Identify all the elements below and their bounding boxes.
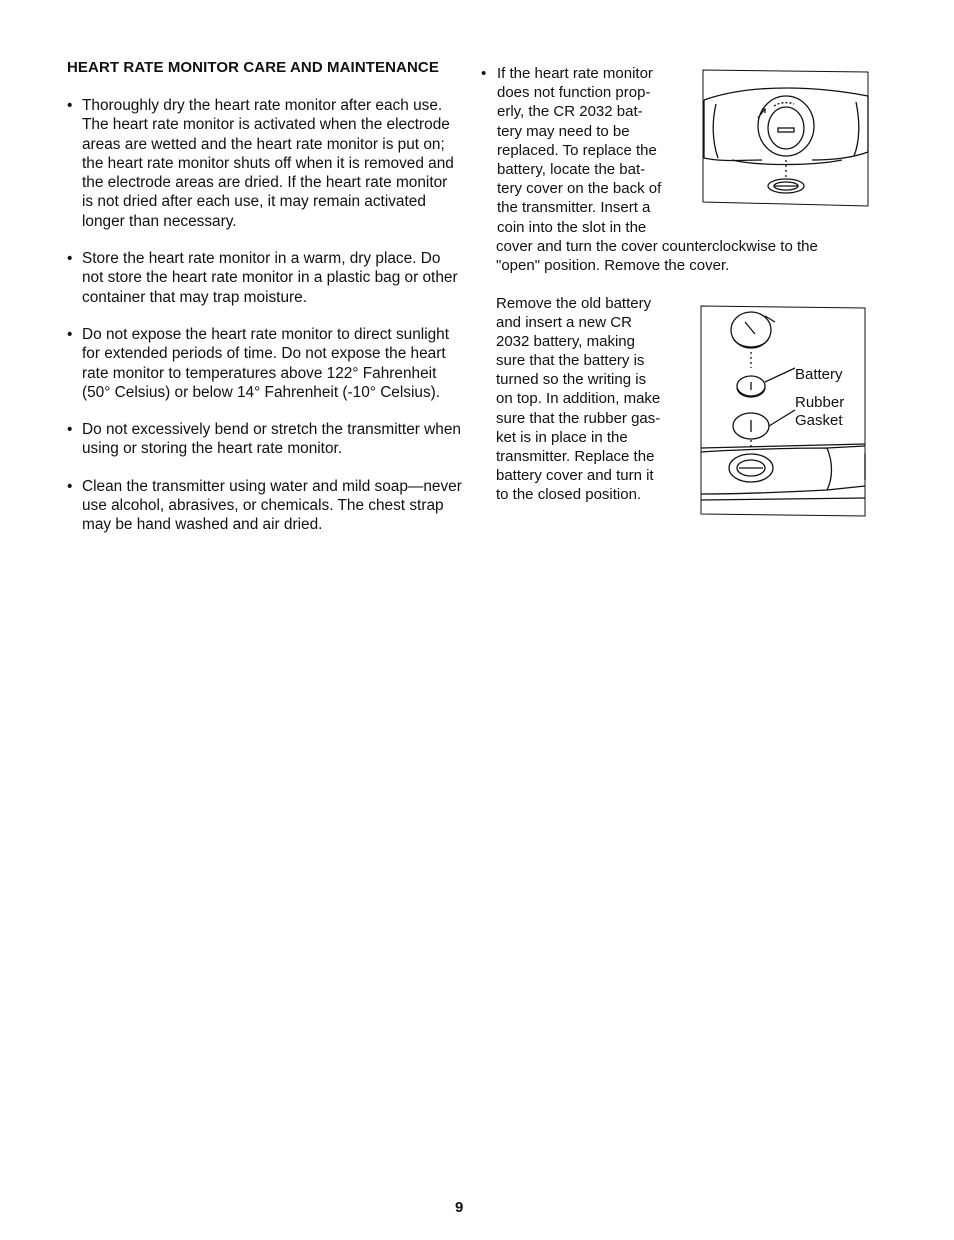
text-line: Remove the old battery [496,295,652,312]
text-line: on top. In addition, make [496,390,661,408]
care-bullet-text: Store the heart rate monitor in a warm, dry place. Do not store the heart rate monitor in a plastic bag or other container that may trap moisture. [82,250,458,306]
bullet-dot: • [67,97,73,114]
section-heading: HEART RATE MONITOR CARE AND MAINTENANCE [67,59,439,76]
care-bullet-item [67,477,462,535]
text-line: tery may need to be [497,122,630,140]
care-bullet-text: Thoroughly dry the heart rate monitor after each use. The heart rate monitor is activated when the electrode areas are wetted and the heart rate monitor is put on; the heart rate monitor shuts off when it is removed and the electrode areas are dried. If the heart rate monitor is not dried after each use, it may remain activated longer than necessary. [82,97,454,230]
battery-replace-narrow [481,64,687,237]
battery-gasket-illustration [699,302,869,518]
text-line: turned so the writing is [496,371,647,389]
text-line: cover and turn the cover counterclockwise to the [496,237,818,255]
bullet-dot: • [67,325,73,343]
battery-label: Battery [795,366,843,383]
battery-insert-paragraph [496,294,681,504]
bullet-dot: • [67,477,73,495]
transmitter-back-illustration [702,66,870,210]
care-bullet-item [67,96,462,231]
bullet-dot: • [67,250,73,268]
text-line: to the closed position. [496,485,642,503]
text-line: battery cover and turn it [496,466,654,484]
text-line: replaced. To replace the [497,141,657,159]
care-bullet-text: Do not excessively bend or stretch the transmitter when using or storing the heart rate monitor. [82,421,461,458]
text-line: "open" position. Remove the cover. [496,257,730,275]
text-line: transmitter. Replace the [496,447,655,465]
text-line: ket is in place in the [496,428,628,446]
care-bullet-text: Do not expose the heart rate monitor to direct sunlight for extended periods of time. Do not expose the heart rate monitor to temperatures above 122° Fahrenheit (50° Celsius) or below 14° Fahrenheit (-10° Celsius). [82,325,450,401]
bullet-dot: • [481,65,487,82]
battery-replace-wide-lines [481,237,856,275]
gasket-label: Gasket [795,412,843,429]
care-bullet-item [67,325,462,402]
care-bullet-item [67,249,462,307]
text-line: tery cover on the back of [497,180,662,198]
text-line: sure that the battery is [496,352,645,370]
care-bullet-item [67,420,462,459]
rubber-label: Rubber [795,394,845,411]
care-bullet-list [67,96,462,535]
care-bullet-text: Clean the transmitter using water and mild soap—never use alcohol, abrasives, or chemicals. The chest strap may be hand washed and air dried. [82,477,462,534]
text-line: the transmitter. Insert a [497,199,651,217]
text-line: sure that the rubber gas- [496,409,661,427]
text-line: If the heart rate monitor [497,65,653,82]
battery-replace-narrow-lines [497,64,687,237]
text-line: battery, locate the bat- [497,161,646,179]
care-section [67,58,462,553]
text-line: does not function prop- [497,84,651,102]
text-line: 2032 battery, making [496,333,635,351]
text-line: coin into the slot in the [497,218,647,236]
text-line: erly, the CR 2032 bat- [497,103,643,121]
text-line: and insert a new CR [496,314,632,332]
page-number: 9 [455,1199,464,1216]
bullet-dot: • [67,421,73,439]
